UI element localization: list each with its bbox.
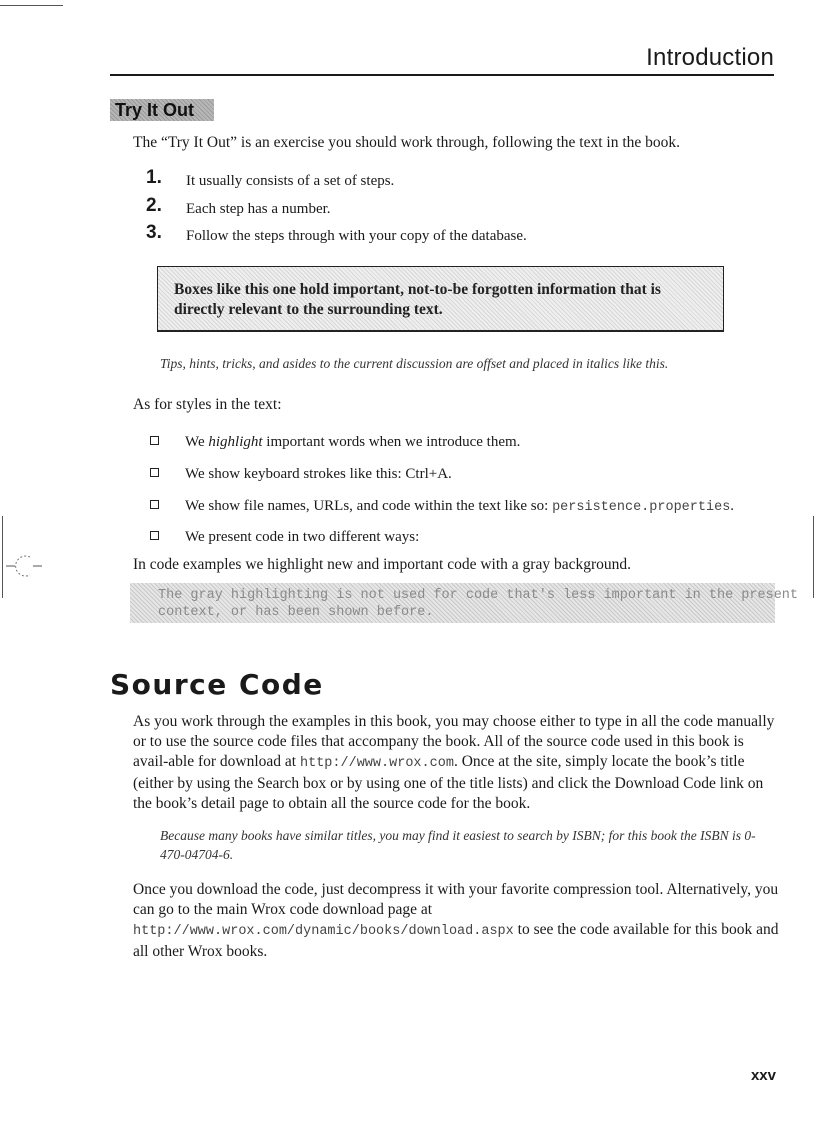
tip-text: Tips, hints, tricks, and asides to the current discussion are offset and placed in italics like this.	[160, 356, 669, 371]
checkbox-bullet-icon	[150, 531, 159, 540]
wrox-url: http://www.wrox.com	[300, 756, 454, 771]
isbn-note: Because many books have similar titles, you may find it easiest to search by ISBN; for this book the ISBN is 0-470-04704-6.	[160, 828, 756, 862]
crop-mark	[0, 5, 63, 6]
download-url: http://www.wrox.com/dynamic/books/download.aspx	[133, 924, 514, 939]
source-code-paragraph	[133, 712, 781, 814]
list-item-text	[185, 496, 734, 518]
step-number: 2.	[146, 195, 162, 216]
list-item-text: We show keyboard strokes like this: Ctrl+A.	[185, 466, 452, 482]
checkbox-bullet-icon	[150, 500, 159, 509]
checkbox-bullet-icon	[150, 436, 159, 445]
section-title: Source Code	[110, 668, 324, 701]
important-note-box: Boxes like this one hold important, not-to-be forgotten information that is directly relevant to the surrounding text.	[157, 266, 724, 332]
text-run: As you work through the examples in this book, you may choose either to type in all the code manually or to use the source code files that accompany the book. All of the source code used in this book is avail-able for download at	[133, 713, 775, 770]
step-text: Follow the steps through with your copy of the database.	[186, 228, 527, 244]
text-run: We show file names, URLs, and code within the text like so:	[185, 498, 553, 514]
list-item-text	[185, 432, 520, 452]
download-paragraph	[133, 880, 781, 962]
try-it-out-intro: The “Try It Out” is an exercise you should work through, following the text in the book.	[133, 134, 681, 151]
try-it-out-badge: Try It Out	[110, 99, 214, 121]
margin-line-left	[2, 516, 3, 598]
step-number: 1.	[146, 167, 162, 188]
list-item-text: We present code in two different ways:	[185, 529, 420, 545]
inline-code: persistence.properties	[552, 500, 731, 515]
text-run: . Once at the site, simply locate the book’s title (either by using the Search box or by using one of the title lists) and click the Download Code link on the book’s detail page to obtain all the source code for the book.	[133, 753, 764, 812]
checkbox-bullet-icon	[150, 468, 159, 477]
highlight-word: highlight	[208, 434, 263, 450]
text-run: .	[730, 498, 735, 514]
running-head: Introduction	[646, 44, 774, 71]
step-text: It usually consists of a set of steps.	[186, 173, 395, 189]
step-number: 3.	[146, 222, 162, 243]
text-run: We	[185, 434, 209, 450]
page-number: xxv	[750, 1067, 776, 1084]
text-run: to see the code available for this book and all other Wrox books.	[133, 921, 779, 960]
styles-intro: As for styles in the text:	[133, 396, 282, 413]
text-run: Once you download the code, just decompress it with your favorite compression tool. Alternatively, you can go to the main Wrox code download page at	[133, 881, 779, 918]
code-intro: In code examples we highlight new and important code with a gray background.	[133, 556, 632, 573]
header-rule	[110, 74, 774, 76]
text-run: important words when we introduce them.	[262, 434, 521, 450]
code-example: The gray highlighting is not used for code that's less important in the present context, or has been shown before.	[130, 583, 775, 623]
margin-line-right	[813, 516, 814, 598]
registration-mark-icon	[6, 552, 42, 580]
step-text: Each step has a number.	[186, 201, 331, 217]
